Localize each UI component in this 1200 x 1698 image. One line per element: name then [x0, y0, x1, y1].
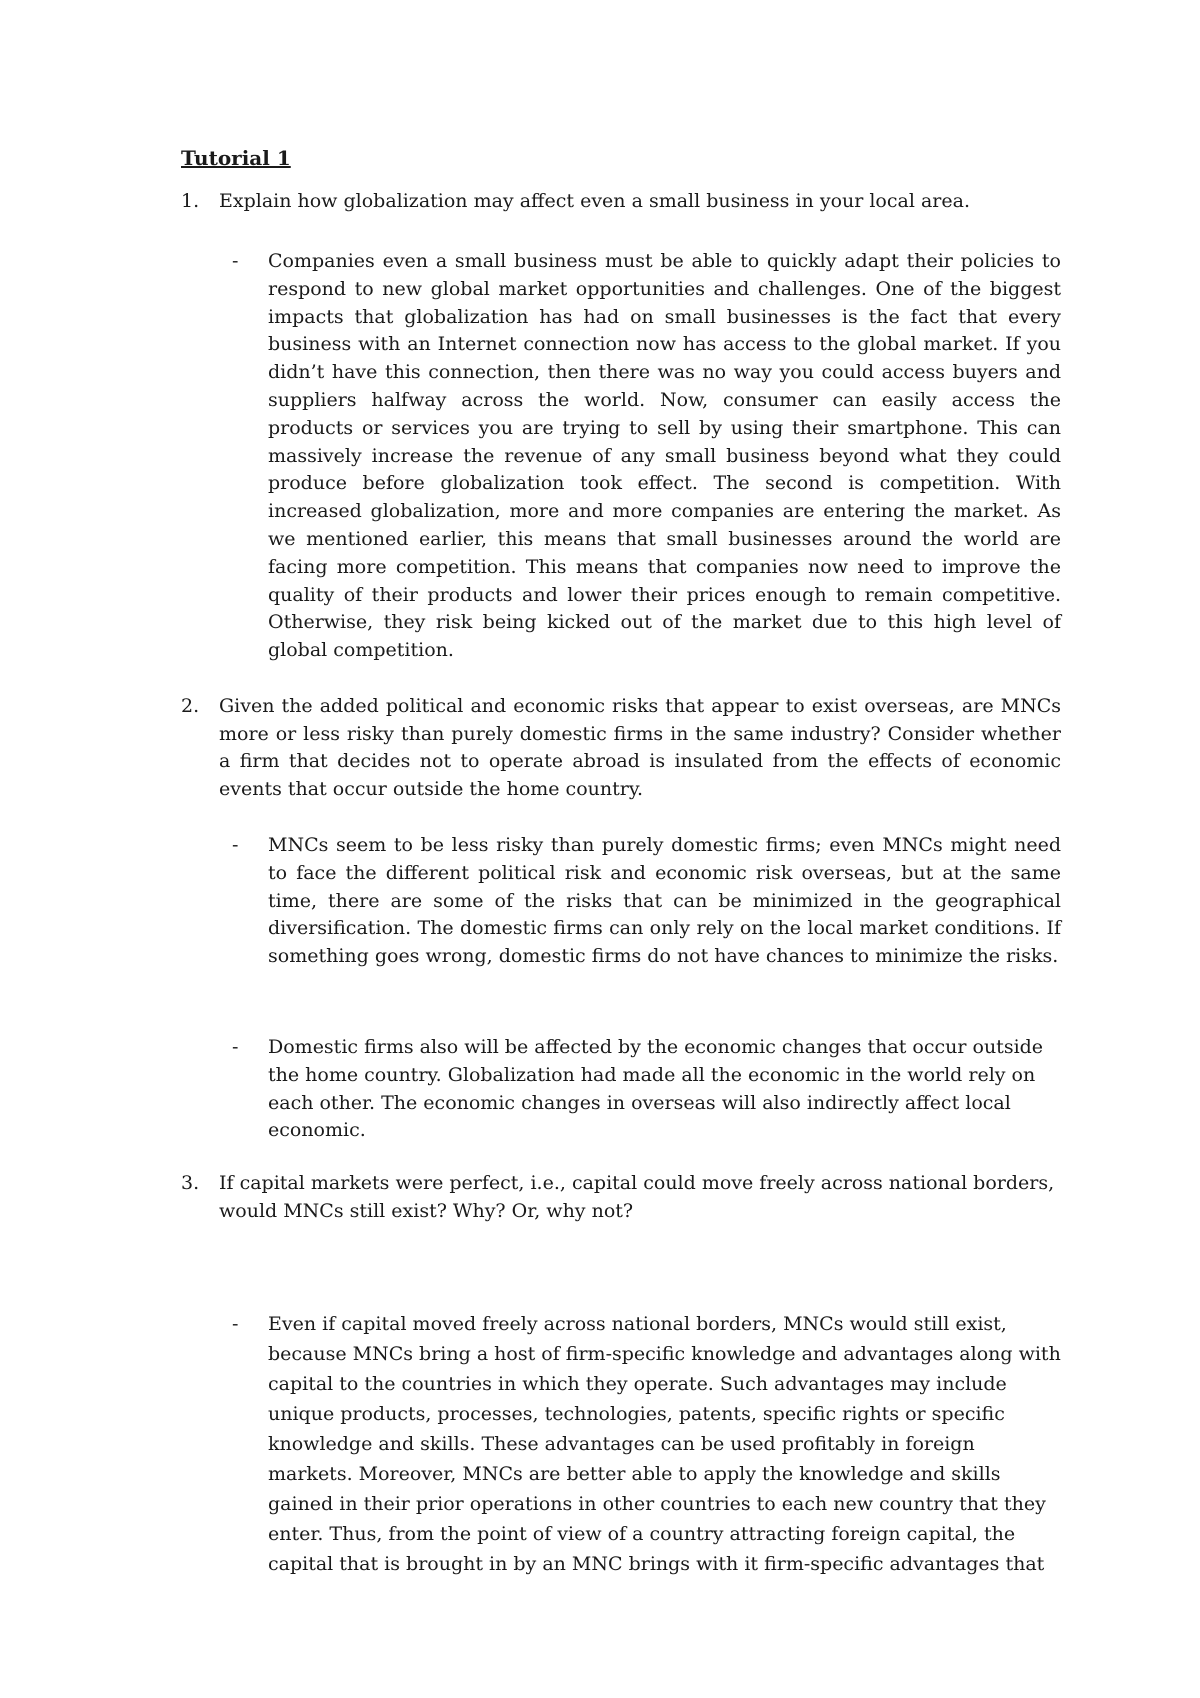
question-text: Explain how globalization may affect even a small business in your local area.: [219, 190, 970, 212]
question-3: [181, 1170, 1061, 1225]
answer-text: Even if capital moved freely across national borders, MNCs would still exist, because MNCs bring a host of firm-specific knowledge and advantages along with capital to the countries in which they operate. Such advantages may include unique products, processes, technologies, patents, specific rights or specific knowledge and skills. These advantages can be used profitably in foreign markets. Moreover, MNCs are better able to apply the knowledge and skills gained in their prior operations in other countries to each new country that they enter. Thus, from the point of view of a country attracting foreign capital, the capital that is brought in by an MNC brings with it firm-specific advantages that: [268, 1313, 1061, 1575]
answer-text: Domestic firms also will be affected by the economic changes that occur outside the home country. Globalization had made all the economic in the world rely on each other. The economic changes in overseas will also indirectly affect local economic.: [268, 1036, 1044, 1142]
bullet-dash: -: [232, 1036, 239, 1058]
question-number: 2.: [181, 695, 200, 717]
bullet-dash: -: [232, 834, 239, 856]
question-text: Given the added political and economic risks that appear to exist overseas, are MNCs more or less risky than purely domestic firms in the same industry? Consider whether a firm that decides not to operate abroad is insulated from the effects of economic events that occur outside the home country.: [219, 695, 1061, 800]
question-text: If capital markets were perfect, i.e., capital could move freely across national borders, would MNCs still exist? Why? Or, why not?: [219, 1172, 1055, 1222]
question-2: [181, 693, 1061, 803]
answer-text: Companies even a small business must be able to quickly adapt their policies to respond to new global market opportunities and challenges. One of the biggest impacts that globalization has had on small businesses is the fact that every business with an Internet connection now has access to the global market. If you didn’t have this connection, then there was no way you could access buyers and suppliers halfway across the world. Now, consumer can easily access the products or services you are trying to sell by using their smartphone. This can massively increase the revenue of any small business beyond what they could produce before globalization took effect. The second is competition. With increased globalization, more and more companies are entering the market. As we mentioned earlier, this means that small businesses around the world are facing more competition. This means that companies now need to improve the quality of their products and lower their prices enough to remain competitive. Otherwise, they risk being kicked out of the market due to this high level of global competition.: [268, 250, 1061, 662]
question-number: 1.: [181, 190, 200, 212]
bullet-dash: -: [232, 250, 239, 272]
answer-3-1: [228, 1309, 1061, 1579]
answer-1-1: [228, 248, 1061, 665]
question-1: [181, 188, 1061, 216]
answer-text: MNCs seem to be less risky than purely domestic firms; even MNCs might need to face the different political risk and economic risk overseas, but at the same time, there are some of the risks that can be minimized in the geographical diversification. The domestic firms can only rely on the local market conditions. If something goes wrong, domestic firms do not have chances to minimize the risks.: [268, 834, 1061, 968]
answer-2-1: [228, 832, 1061, 971]
bullet-dash: -: [232, 1313, 239, 1335]
page-title: Tutorial 1: [181, 146, 291, 170]
answer-2-2: [228, 1034, 1061, 1145]
question-number: 3.: [181, 1172, 200, 1194]
